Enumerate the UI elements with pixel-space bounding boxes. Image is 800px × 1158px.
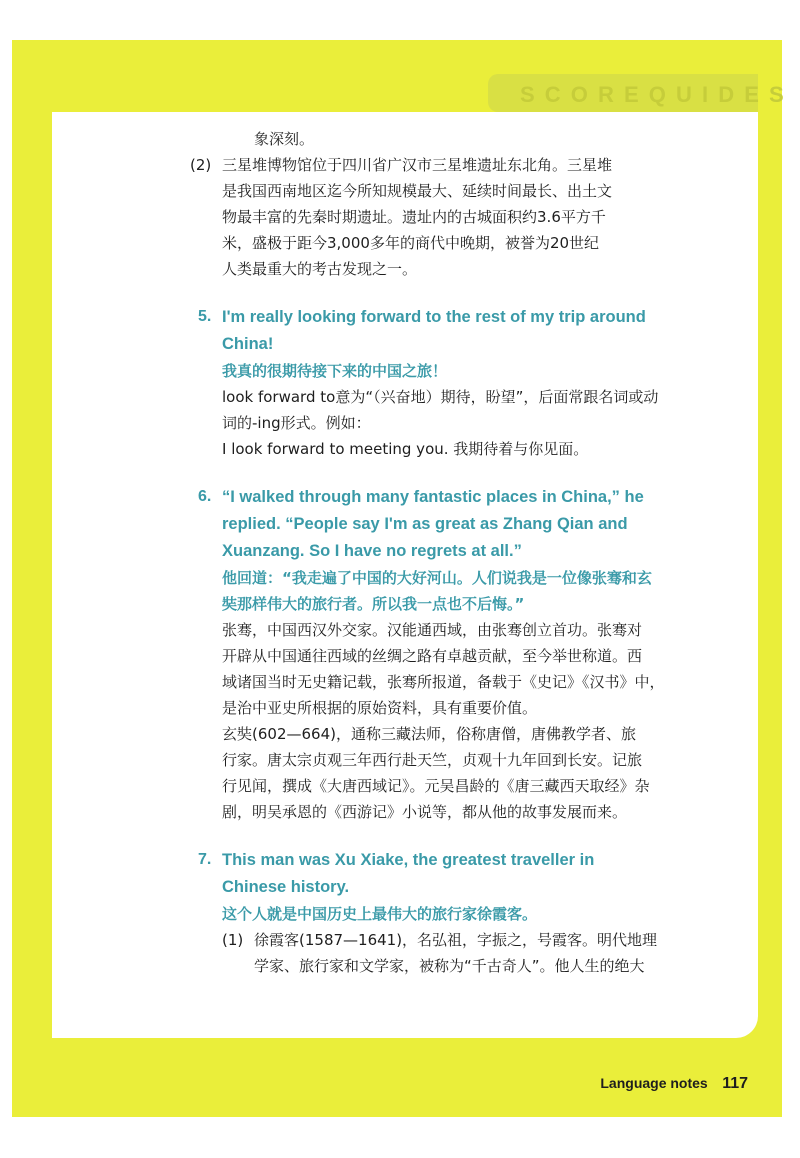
section-header-label: S C O R E Q U I D E S bbox=[520, 82, 786, 107]
page-content bbox=[190, 126, 722, 979]
note-5-heading-cn: 我真的很期待接下来的中国之旅！ bbox=[222, 362, 448, 380]
note-6-body: 行见闻，撰成《大唐西域记》。元吴昌龄的《唐三藏西天取经》杂 bbox=[222, 777, 650, 795]
note-6-heading-cn: 他回道：“我走遍了中国的大好河山。人们说我是一位像张骞和玄 bbox=[222, 569, 652, 587]
sub-note-7-1 bbox=[222, 927, 722, 979]
sub-note-7-1-line: 徐霞客(1587—1641)，名弘祖，字振之，号霞客。明代地理 bbox=[254, 931, 658, 949]
note-5 bbox=[198, 304, 722, 462]
note-5-heading-en: I'm really looking forward to the rest of my trip around bbox=[222, 308, 646, 326]
sub-note-2-line: 人类最重大的考古发现之一。 bbox=[222, 260, 418, 278]
note-6-body: 张骞，中国西汉外交家。汉能通西域，由张骞创立首功。张骞对 bbox=[222, 621, 643, 639]
note-6-body: 域诸国当时无史籍记载，张骞所报道，备载于《史记》《汉书》中， bbox=[222, 673, 665, 691]
note-6-heading-en: Xuanzang. So I have no regrets at all.” bbox=[222, 542, 522, 560]
sub-note-2-line: 三星堆博物馆位于四川省广汉市三星堆遗址东北角。三星堆 bbox=[222, 156, 613, 174]
note-7-number: 7. bbox=[198, 851, 212, 868]
page-number: 117 bbox=[722, 1075, 748, 1092]
sub-note-2-line: 是我国西南地区迄今所知规模最大、延续时间最长、出土文 bbox=[222, 182, 613, 200]
note-6-body: 玄奘(602—664)，通称三藏法师，俗称唐僧，唐佛教学者、旅 bbox=[222, 725, 636, 743]
note-6-number: 6. bbox=[198, 488, 212, 505]
note-6-heading-en: replied. “People say I'm as great as Zhang Qian and bbox=[222, 515, 628, 533]
sub-note-2 bbox=[190, 152, 722, 282]
sub-note-2-label: (2) bbox=[190, 156, 212, 174]
note-7-heading-en: This man was Xu Xiake, the greatest traveller in bbox=[222, 851, 595, 869]
sub-note-2-line: 物最丰富的先秦时期遗址。遗址内的古城面积约3.6平方千 bbox=[222, 208, 606, 226]
note-5-example: I look forward to meeting you. 我期待着与你见面。 bbox=[222, 440, 589, 458]
note-6-body: 开辟从中国通往西域的丝绸之路有卓越贡献，至今举世称道。西 bbox=[222, 647, 643, 665]
sub-note-7-1-line: 学家、旅行家和文学家，被称为“千古奇人”。他人生的绝大 bbox=[254, 957, 645, 975]
note-6-heading-en: “I walked through many fantastic places in China,” he bbox=[222, 488, 644, 506]
note-7 bbox=[198, 847, 722, 979]
footer-section-title: Language notes bbox=[600, 1075, 708, 1091]
note-7-heading-cn: 这个人就是中国历史上最伟大的旅行家徐霞客。 bbox=[222, 905, 538, 923]
note-5-number: 5. bbox=[198, 308, 212, 325]
sub-note-7-1-label: (1) bbox=[222, 931, 244, 949]
note-6 bbox=[198, 484, 722, 825]
note-5-heading-en: China! bbox=[222, 335, 274, 353]
note-5-body: 词的-ing形式。例如： bbox=[222, 414, 371, 432]
note-6-body: 是治中亚史所根据的原始资料，具有重要价值。 bbox=[222, 699, 538, 717]
sub-note-2-line: 米，盛极于距今3,000多年的商代中晚期，被誉为20世纪 bbox=[222, 234, 600, 252]
note-6-body: 行家。唐太宗贞观三年西行赴天竺，贞观十九年回到长安。记旅 bbox=[222, 751, 643, 769]
note-5-body: look forward to意为“（兴奋地）期待，盼望”，后面常跟名词或动 bbox=[222, 388, 659, 406]
note-6-heading-cn: 奘那样伟大的旅行者。所以我一点也不后悔。” bbox=[222, 595, 525, 613]
intro-line: 象深刻。 bbox=[254, 130, 315, 148]
note-6-body: 剧，明吴承恩的《西游记》小说等，都从他的故事发展而来。 bbox=[222, 803, 628, 821]
note-7-heading-en: Chinese history. bbox=[222, 878, 350, 896]
page-footer bbox=[600, 1075, 748, 1093]
